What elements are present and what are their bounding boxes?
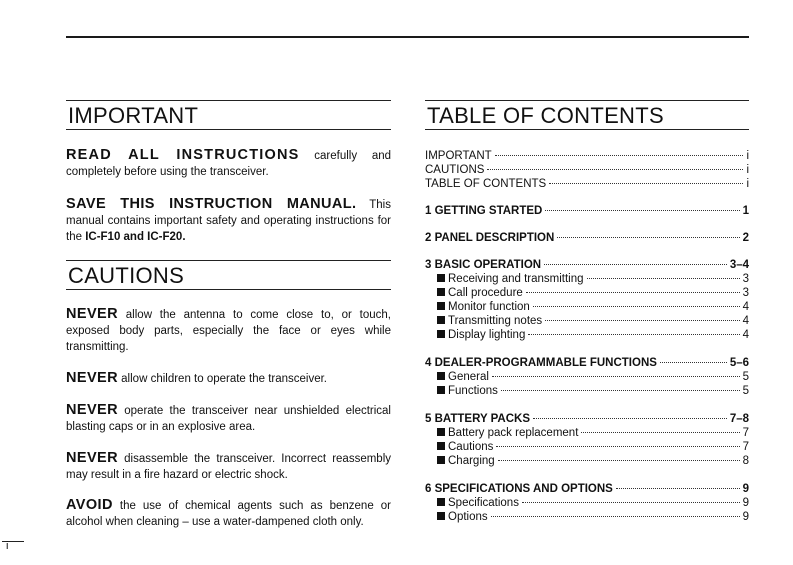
important-para-2 xyxy=(66,196,391,245)
caution-text: allow the antenna to come close to, or touch, exposed body parts, especially the face or eyes while transmitting. xyxy=(66,309,391,353)
toc-sub-entry[interactable]: Charging 8 xyxy=(425,454,749,468)
toc-sub-entry[interactable]: Receiving and transmitting 3 xyxy=(425,272,749,286)
leader-dots xyxy=(557,237,739,238)
toc-sub-entry[interactable]: Specifications 9 xyxy=(425,496,749,510)
toc-chapter xyxy=(425,482,749,524)
leader-dots xyxy=(496,446,739,447)
toc-chapter xyxy=(425,412,749,468)
leader-dots xyxy=(492,376,740,377)
toc-sub-entry[interactable]: Monitor function 4 xyxy=(425,300,749,314)
toc-sub-entry[interactable]: Display lighting 4 xyxy=(425,328,749,342)
bullet-square-icon xyxy=(437,274,445,282)
toc-front-matter xyxy=(425,149,749,191)
caution-lead: NEVER xyxy=(66,306,118,322)
bullet-square-icon xyxy=(437,302,445,310)
caution-item xyxy=(66,370,391,387)
toc-sub-entry[interactable]: Call procedure 3 xyxy=(425,286,749,300)
toc-sub-entry[interactable]: Functions 5 xyxy=(425,384,749,398)
read-instructions-lead: READ ALL INSTRUCTIONS xyxy=(66,147,300,163)
leader-dots xyxy=(616,488,740,489)
cautions-title: CAUTIONS xyxy=(68,263,185,288)
page-number: i xyxy=(6,540,9,552)
model-name: IC-F10 and IC-F20. xyxy=(85,231,186,243)
bullet-square-icon xyxy=(437,386,445,394)
leader-dots xyxy=(501,390,740,391)
leader-dots xyxy=(549,183,743,184)
leader-dots xyxy=(660,362,727,363)
bullet-square-icon xyxy=(437,498,445,506)
top-rule xyxy=(66,36,749,38)
leader-dots xyxy=(491,516,740,517)
toc-chapter-entry[interactable]: 3 BASIC OPERATION 3–4 xyxy=(425,259,749,271)
toc-chapter-entry[interactable]: 2 PANEL DESCRIPTION 2 xyxy=(425,232,749,244)
leader-dots xyxy=(581,432,739,433)
leader-dots xyxy=(533,418,727,419)
bullet-square-icon xyxy=(437,456,445,464)
toc-chapter xyxy=(425,356,749,398)
toc-chapter-entry[interactable]: 1 GETTING STARTED 1 xyxy=(425,205,749,217)
toc-entry[interactable]: CAUTIONS i xyxy=(425,164,749,176)
caution-text: disassemble the transceiver. Incorrect reassembly may result in a fire hazard or electric shock. xyxy=(66,453,391,481)
toc-chapter-entry[interactable]: 5 BATTERY PACKS 7–8 xyxy=(425,413,749,425)
leader-dots xyxy=(522,502,740,503)
bullet-square-icon xyxy=(437,442,445,450)
leader-dots xyxy=(528,334,739,335)
toc-title: TABLE OF CONTENTS xyxy=(427,103,664,128)
toc-chapter-entry[interactable]: 6 SPECIFICATIONS AND OPTIONS 9 xyxy=(425,483,749,495)
bullet-square-icon xyxy=(437,288,445,296)
toc-sub-entry[interactable]: General 5 xyxy=(425,370,749,384)
important-para-1 xyxy=(66,147,391,180)
toc-sub-entry[interactable]: Transmitting notes 4 xyxy=(425,314,749,328)
caution-item xyxy=(66,402,391,435)
caution-lead: AVOID xyxy=(66,497,113,513)
toc-entry[interactable]: IMPORTANT i xyxy=(425,150,749,162)
toc-chapter xyxy=(425,204,749,218)
caution-lead: NEVER xyxy=(66,402,118,418)
caution-item xyxy=(66,450,391,483)
toc-sub-entry[interactable]: Battery pack replacement 7 xyxy=(425,426,749,440)
leader-dots xyxy=(545,320,739,321)
caution-lead: NEVER xyxy=(66,450,118,466)
toc-sub-entry[interactable]: Options 9 xyxy=(425,510,749,524)
caution-text: allow children to operate the transceiver. xyxy=(117,373,328,385)
leader-dots xyxy=(487,169,743,170)
read-instructions-text: carefully and completely before using the transceiver. xyxy=(66,150,392,178)
toc-chapter-entry[interactable]: 4 DEALER-PROGRAMMABLE FUNCTIONS 5–6 xyxy=(425,357,749,369)
leader-dots xyxy=(587,278,740,279)
right-column xyxy=(425,100,749,524)
bullet-square-icon xyxy=(437,316,445,324)
leader-dots xyxy=(498,460,740,461)
bullet-square-icon xyxy=(437,428,445,436)
caution-lead: NEVER xyxy=(66,370,118,386)
toc-sub-entry[interactable]: Cautions 7 xyxy=(425,440,749,454)
leader-dots xyxy=(533,306,740,307)
important-heading xyxy=(66,100,391,130)
caution-item xyxy=(66,306,391,355)
leader-dots xyxy=(545,210,739,211)
save-manual-text: This manual contains important safety and operating instructions for the xyxy=(66,199,391,243)
caution-text: operate the transceiver near unshielded electrical blasting caps or in an explosive area. xyxy=(66,405,391,433)
leader-dots xyxy=(544,264,727,265)
cautions-heading xyxy=(66,260,391,290)
important-title: IMPORTANT xyxy=(68,103,199,128)
toc-heading xyxy=(425,100,749,130)
bullet-square-icon xyxy=(437,330,445,338)
toc-entry[interactable]: TABLE OF CONTENTS i xyxy=(425,178,749,190)
left-column xyxy=(66,100,391,530)
bullet-square-icon xyxy=(437,372,445,380)
caution-item xyxy=(66,497,391,530)
bullet-square-icon xyxy=(437,512,445,520)
caution-text: the use of chemical agents such as benzene or alcohol when cleaning – use a water-dampened cloth only. xyxy=(66,500,391,528)
leader-dots xyxy=(495,155,744,156)
toc-chapter xyxy=(425,258,749,342)
toc-chapter xyxy=(425,231,749,245)
save-manual-lead: SAVE THIS INSTRUCTION MANUAL. xyxy=(66,196,357,212)
leader-dots xyxy=(526,292,740,293)
